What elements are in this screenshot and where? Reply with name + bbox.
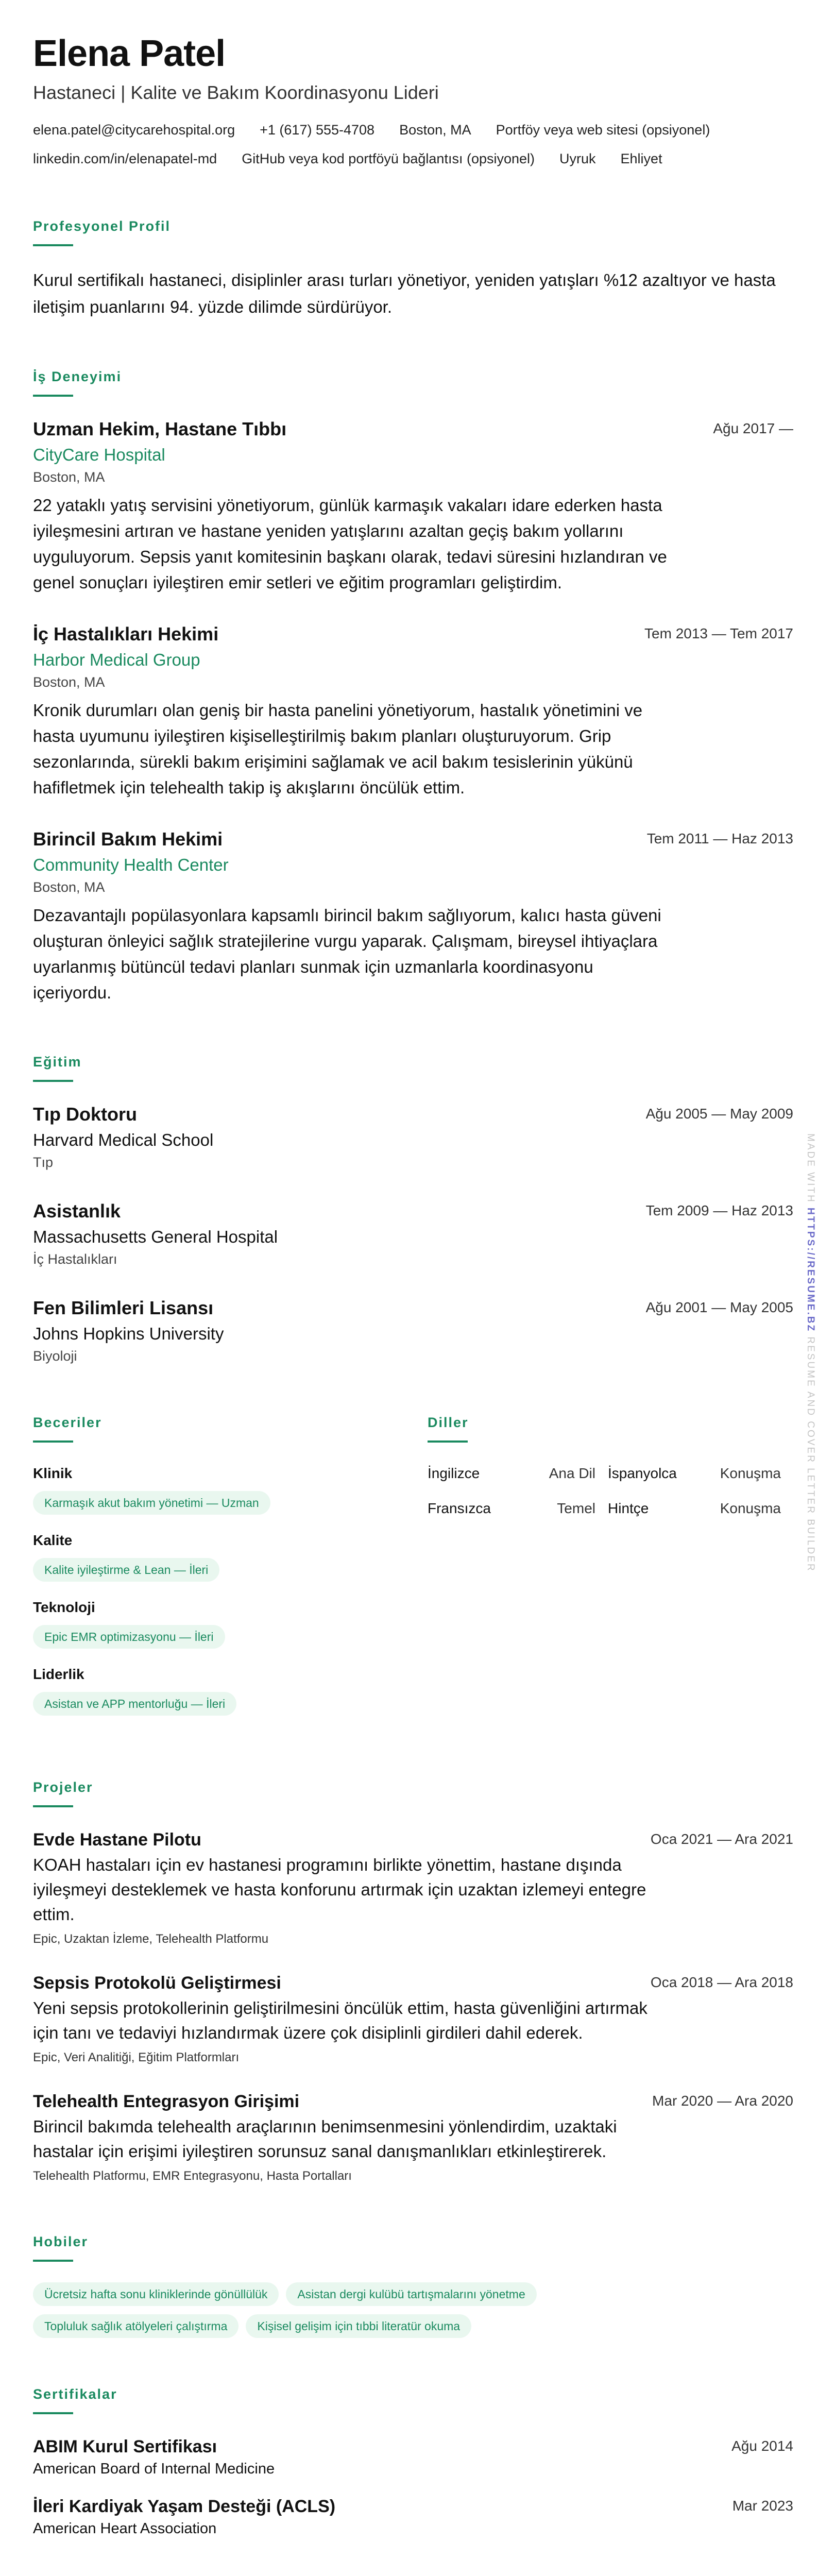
project-item: [33, 2090, 793, 2185]
contact-nationality: Uyruk: [559, 151, 596, 166]
education-item: [33, 1103, 793, 1173]
skill-group-name: Liderlik: [33, 1666, 84, 1682]
project-name: Sepsis Protokolü Geliştirmesi: [33, 1973, 281, 1993]
education-dates: Ağu 2001 — May 2005: [645, 1299, 793, 1315]
project-description: Yeni sepsis protokollerinin geliştirilmesini öncülük ettim, hasta güvenliğini artırmak için tanı ve tedaviyi hızlandırmak üzere çok disiplinli girdileri dahil ederek.: [33, 1998, 647, 2042]
profile-summary: Kurul sertifikalı hastaneci, disiplinler arası turları yönetiyor, yeniden yatışları %12 azaltıyor ve hasta iletişim puanlarını 94. yüzde dilimde sürdürüyor.: [33, 270, 776, 316]
certification-date: Mar 2023: [732, 2498, 793, 2514]
section-title: Projeler: [33, 1780, 93, 1795]
project-name: Evde Hastane Pilotu: [33, 1830, 201, 1850]
certification-item: [33, 2435, 793, 2479]
field-of-study: Biyoloji: [33, 1348, 77, 1364]
watermark-prefix: MADE WITH: [805, 1133, 816, 1204]
school-name: Massachusetts General Hospital: [33, 1227, 278, 1246]
job-title: Uzman Hekim, Hastane Tıbbı: [33, 418, 287, 439]
project-description: KOAH hastaları için ev hastanesi programını birlikte yönettim, hastane dışında iyileşmeyi desteklemek ve hasta konforunu artırmak için uzaktan izlemeyi entegre ettim.: [33, 1855, 646, 1924]
section-divider: [33, 1805, 73, 1807]
job-location: Boston, MA: [33, 469, 105, 485]
hobbies-section: [33, 2233, 793, 2338]
resume-header: [33, 33, 793, 170]
job-dates: Ağu 2017 —: [713, 420, 793, 436]
certifications-section: [33, 2385, 793, 2539]
certification-date: Ağu 2014: [731, 2438, 793, 2454]
employer-name: Harbor Medical Group: [33, 650, 200, 669]
project-item: [33, 1828, 793, 1948]
section-title: Diller: [428, 1415, 469, 1430]
job-description: 22 yataklı yatış servisini yönetiyorum, günlük karmaşık vakaları idare ederken hasta iyileşmesini artıran ve hastane yeniden yatışlarını azaltan geçiş bakım yollarını uyguluyorum. Sepsis yanıt komitesinin başkanı olarak, tedavi süresini hızlandıran ve genel sonuçları iyileştiren emir setleri ve eğitim programları geliştirdim.: [33, 496, 667, 592]
section-divider: [33, 1080, 73, 1082]
hobby-list: [33, 2282, 692, 2338]
school-name: Johns Hopkins University: [33, 1324, 224, 1343]
hobby-chip: Topluluk sağlık atölyeleri çalıştırma: [33, 2314, 238, 2338]
section-title: Profesyonel Profil: [33, 218, 171, 234]
school-name: Harvard Medical School: [33, 1130, 214, 1149]
degree-title: Asistanlık: [33, 1200, 121, 1222]
candidate-name: Elena Patel: [33, 33, 226, 74]
contact-linkedin[interactable]: linkedin.com/in/elenapatel-md: [33, 151, 217, 166]
language-name: İngilizce: [428, 1465, 480, 1481]
job-description: Kronik durumları olan geniş bir hasta panelini yönetiyorum, hastalık yönetimini ve hasta uyumunu iyileştiren kişiselleştirilmiş bakım planları oluşturuyorum. Grip sezonlarında, sürekli bakım erişimini sağlamak ve acil bakım tesislerinin yükünü hafifletmek için telehealth takip iş akışlarını öncülük ettim.: [33, 701, 643, 797]
project-tags: Epic, Veri Analitiği, Eğitim Platformları: [33, 2050, 240, 2064]
hobby-chip: Kişisel gelişim için tıbbi literatür okuma: [246, 2314, 471, 2338]
job-location: Boston, MA: [33, 674, 105, 690]
projects-section: [33, 1778, 793, 2185]
section-divider: [33, 395, 73, 397]
contact-license: Ehliyet: [620, 151, 662, 166]
job-title: Birincil Bakım Hekimi: [33, 828, 223, 850]
language-level: Temel: [557, 1500, 595, 1516]
skills-section: [33, 1414, 428, 1731]
project-name: Telehealth Entegrasyon Girişimi: [33, 2092, 300, 2111]
project-tags: Telehealth Platformu, EMR Entegrasyonu, Hasta Portalları: [33, 2169, 352, 2183]
experience-section: [33, 368, 793, 1006]
contact-location: Boston, MA: [399, 122, 471, 138]
section-divider: [33, 244, 73, 246]
resume-page: [33, 33, 793, 2554]
project-dates: Mar 2020 — Ara 2020: [652, 2093, 793, 2109]
language-level: Konuşma: [720, 1465, 781, 1481]
watermark-suffix: RESUME AND COVER LETTER BUILDER: [805, 1336, 816, 1572]
job-dates: Tem 2011 — Haz 2013: [646, 831, 793, 846]
skill-group-name: Kalite: [33, 1532, 73, 1548]
education-dates: Ağu 2005 — May 2009: [645, 1106, 793, 1122]
contact-website[interactable]: Portföy veya web sitesi (opsiyonel): [496, 122, 710, 138]
degree-title: Tıp Doktoru: [33, 1104, 137, 1125]
skill-group: [33, 1597, 428, 1649]
education-item: [33, 1296, 793, 1366]
candidate-tagline: Hastaneci | Kalite ve Bakım Koordinasyonu Lideri: [33, 82, 439, 103]
certification-issuer: American Board of Internal Medicine: [33, 2461, 275, 2477]
project-item: [33, 1971, 793, 2067]
education-item: [33, 1199, 793, 1269]
job-title: İç Hastalıkları Hekimi: [33, 623, 219, 645]
job-dates: Tem 2013 — Tem 2017: [644, 625, 793, 641]
experience-item: [33, 827, 793, 1006]
field-of-study: Tıp: [33, 1155, 54, 1170]
skill-group: [33, 1664, 428, 1716]
employer-name: CityCare Hospital: [33, 445, 165, 464]
contact-email[interactable]: elena.patel@citycarehospital.org: [33, 122, 235, 138]
section-title: Eğitim: [33, 1054, 82, 1070]
profile-section: [33, 217, 793, 320]
section-divider: [33, 2260, 73, 2262]
job-location: Boston, MA: [33, 879, 105, 895]
skill-chip: Asistan ve APP mentorluğu — İleri: [33, 1692, 236, 1716]
builder-watermark[interactable]: [805, 1133, 816, 1572]
languages-section: [428, 1414, 793, 1731]
project-dates: Oca 2021 — Ara 2021: [650, 1831, 793, 1847]
skill-group-name: Klinik: [33, 1465, 73, 1481]
contact-phone[interactable]: +1 (617) 555-4708: [260, 122, 375, 138]
contact-github[interactable]: GitHub veya kod portföyü bağlantısı (opsiyonel): [242, 151, 535, 166]
employer-name: Community Health Center: [33, 855, 229, 874]
experience-item: [33, 622, 793, 801]
language-name: İspanyolca: [608, 1465, 677, 1481]
certification-issuer: American Heart Association: [33, 2520, 217, 2537]
watermark-link[interactable]: HTTPS://RESUME.BZ: [805, 1208, 816, 1333]
section-divider: [33, 2412, 73, 2414]
skill-group: [33, 1530, 428, 1582]
skills-languages-row: [33, 1414, 793, 1731]
section-title: Sertifikalar: [33, 2386, 117, 2402]
experience-item: [33, 417, 793, 596]
skill-chip: Kalite iyileştirme & Lean — İleri: [33, 1558, 219, 1582]
section-divider: [33, 1440, 73, 1443]
skill-chip: Epic EMR optimizasyonu — İleri: [33, 1625, 225, 1649]
education-section: [33, 1053, 793, 1366]
section-divider: [428, 1440, 468, 1443]
section-title: Hobiler: [33, 2234, 89, 2249]
certification-item: [33, 2495, 793, 2539]
certification-name: İleri Kardiyak Yaşam Desteği (ACLS): [33, 2497, 336, 2516]
contact-list: [33, 118, 793, 170]
project-dates: Oca 2018 — Ara 2018: [650, 1974, 793, 1990]
language-name: Hintçe: [608, 1500, 649, 1516]
degree-title: Fen Bilimleri Lisansı: [33, 1297, 214, 1318]
job-description: Dezavantajlı popülasyonlara kapsamlı birincil bakım sağlıyorum, kalıcı hasta güveni oluşturan önleyici sağlık stratejilerine vurgu yaparak. Çalışmam, bireysel ihtiyaçlara uyarlanmış bütüncül tedavi planları sunmak için uzmanlarla koordinasyonu içeriyordu.: [33, 906, 661, 1002]
skill-group: [33, 1463, 428, 1515]
project-description: Birincil bakımda telehealth araçlarının benimsenmesini yönlendirdim, uzaktaki hastalar için erişimi iyileştiren sorunsuz sanal danışmanlıkları etkinleştirerek.: [33, 2117, 617, 2161]
language-name: Fransızca: [428, 1500, 491, 1516]
section-title: İş Deneyimi: [33, 369, 122, 384]
project-tags: Epic, Uzaktan İzleme, Telehealth Platformu: [33, 1932, 269, 1946]
skill-chip: Karmaşık akut bakım yönetimi — Uzman: [33, 1491, 270, 1515]
language-list: [428, 1463, 793, 1519]
hobby-chip: Ücretsiz hafta sonu kliniklerinde gönüllülük: [33, 2282, 279, 2306]
certification-name: ABIM Kurul Sertifikası: [33, 2437, 217, 2456]
field-of-study: İç Hastalıkları: [33, 1251, 117, 1267]
hobby-chip: Asistan dergi kulübü tartışmalarını yönetme: [286, 2282, 536, 2306]
skill-group-name: Teknoloji: [33, 1599, 95, 1615]
section-title: Beceriler: [33, 1415, 102, 1430]
language-level: Ana Dil: [549, 1465, 595, 1481]
education-dates: Tem 2009 — Haz 2013: [645, 1202, 793, 1218]
language-level: Konuşma: [720, 1500, 781, 1516]
